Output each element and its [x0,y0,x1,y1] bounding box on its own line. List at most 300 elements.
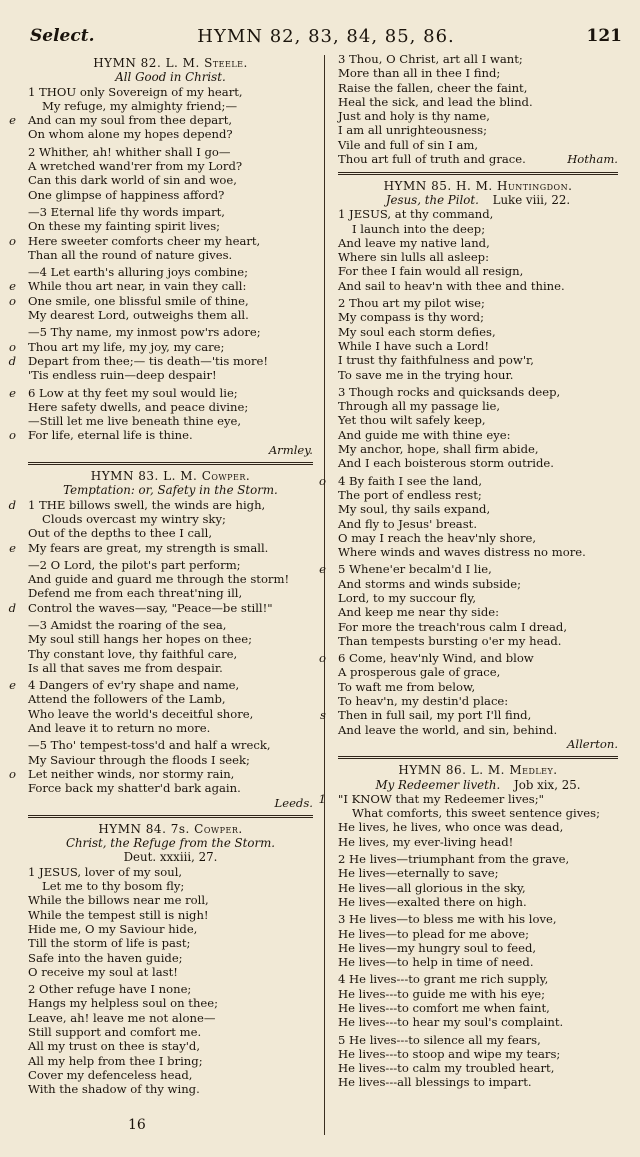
verse-text: With the shadow of thy wing. [28,1082,200,1097]
verse-text: Out of the depths to thee I call, [28,526,213,541]
verse-line [338,972,618,986]
verse-line [28,738,313,752]
hymn-86-verses [318,791,618,1090]
hymn-83-verses [8,497,313,796]
verse-line [28,922,313,936]
verse-text: Let neither winds, nor stormy rain, [28,766,235,781]
verse-text: He lives---to stoop and wipe my tears; [338,1046,561,1061]
verse-text: While the billows near me roll, [28,893,209,908]
verse-text: 4 By faith I see the land, [338,473,483,488]
verse-text: And leave the world, and sin, behind. [338,722,558,737]
verse-line [28,145,313,159]
verse-text: Here safety dwells, and peace divine; [28,399,249,414]
verse-line [338,1061,618,1075]
verse-line [28,400,313,414]
verse-line [9,279,313,294]
verse-text: Cover my defenceless head, [28,1067,193,1082]
verse-text: 6 Low at thy feet my soul would lie; [28,385,238,400]
verse-line [28,707,313,721]
verse-text: To save me in the trying hour. [338,367,514,382]
verse-text: The port of endless rest; [338,487,482,502]
hymn-86-title [338,763,618,777]
verse-text: My compass is thy word; [338,310,484,325]
verse-text: He lives, my ever-living head! [338,834,514,849]
verse-text: "I KNOW that my Redeemer lives;" [338,791,544,806]
hymn-separator [28,462,313,465]
verse-line [28,982,313,996]
verse-line [28,661,313,675]
verse-text: What comforts, this sweet sentence gives; [352,806,601,821]
verse-text: 4 He lives---to grant me rich supply, [338,972,549,987]
hymn-86-subtitle-line [338,778,618,792]
verse-line [338,353,618,367]
verse-text: Can this dark world of sin and woe, [28,173,237,188]
verse-text: My anchor, hope, shall firm abide, [338,442,539,457]
verse-line [320,708,618,723]
hymn-82-heading: HYMN 82. L. M. [93,56,200,70]
verse-line [338,1015,618,1029]
verse-line [338,502,618,516]
header-hymn-range: HYMN 82, 83, 84, 85, 86. [197,26,455,47]
verse-text: My soul each storm defies, [338,324,496,339]
verse-line [319,651,618,666]
verse-text: And storms and winds subside; [338,576,522,591]
verse-line [338,852,618,866]
verse-line [28,647,313,661]
verse-line [338,456,618,470]
verse-line [338,264,618,278]
verse-text: 3 He lives—to bless me with his love, [338,912,557,927]
verse-line [318,791,618,806]
verse-line [28,996,313,1010]
verse-line [28,1011,313,1025]
verse-text: Here sweeter comforts cheer my heart, [28,233,261,248]
verse-text: He lives---to guide me with his eye; [338,986,546,1001]
verse-text: Than all the round of nature gives. [28,247,233,262]
verse-text: I am all unrighteousness; [338,123,487,138]
verse-text: 6 Come, heav'nly Wind, and blow [338,651,534,666]
hymn-84-heading: HYMN 84. 7s. [98,821,190,836]
hymn-84-continued-verses [338,52,618,166]
verse-text: He lives—all glorious in the sky, [338,880,526,895]
verse-text: While thou art near, in vain they call: [28,279,247,294]
verse-line [338,1001,618,1015]
verse-line [28,965,313,979]
verse-line [28,572,313,586]
left-column [8,52,313,1097]
hymn-84-title [28,822,313,836]
verse-line [28,865,313,879]
verse-line [28,205,313,219]
verse-text: On these my fainting spirit lives; [28,219,221,234]
verse-text: 1 THOU only Sovereign of my heart, [28,84,243,99]
verse-line [28,753,313,767]
verse-line [28,99,313,113]
verse-text: And fly to Jesus' breast. [338,516,478,531]
column-divider [324,55,325,1135]
verse-text: For thee I fain would all resign, [338,264,524,279]
verse-line [28,1068,313,1082]
verse-line [338,250,618,264]
dynamic-marking: e [9,385,16,400]
page-number: 121 [586,26,622,46]
verse-line [28,248,313,262]
verse-line [338,428,618,442]
hymn-85-title [338,179,618,193]
verse-text: —5 Thy name, my inmost pow'rs adore; [28,325,261,340]
hymn-84-verses [28,865,313,1097]
verse-text: All my trust on thee is stay'd, [28,1039,201,1054]
verse-line [9,540,313,555]
verse-text: More than all in thee I find; [338,66,501,81]
dynamic-marking: o [9,339,16,354]
verse-text: Let me to thy bosom fly; [42,879,185,894]
dynamic-marking: o [9,233,16,248]
verse-text: While I have such a Lord! [338,338,490,353]
verse-line [28,558,313,572]
hymn-85-author: Huntingdon. [497,178,573,193]
verse-text: And sail to heav'n with thee and thine. [338,278,565,293]
hymn-86-subtitle: My Redeemer liveth. [375,777,501,792]
verse-line [338,820,618,834]
verse-text: Is all that saves me from despair. [28,660,223,675]
hymn-86-author: Medley. [509,763,558,778]
verse-line [28,173,313,187]
verse-text: —3 Amidst the roaring of the sea, [28,617,227,632]
hymn-84-subtitle: Christ, the Refuge from the Storm. [65,836,276,851]
hymn-83-tune: Leeds. [274,795,313,810]
verse-text: And keep me near thy side: [338,605,500,620]
dynamic-marking: 1 [318,791,326,806]
hymn-85-verses [319,207,618,737]
verse-line [9,113,313,128]
verse-text: I trust thy faithfulness and pow'r, [338,353,534,368]
verse-line [28,879,313,893]
verse-text: He lives—to help in time of need. [338,955,534,970]
verse-line [338,1033,618,1047]
verse-line [319,473,618,488]
hymn-86-heading: HYMN 86. L. M. [398,763,505,778]
verse-text: He lives---to calm my troubled heart, [338,1061,555,1076]
verse-text: 3 Though rocks and quicksands deep, [338,384,561,399]
verse-text: Hangs my helpless soul on thee; [28,996,219,1011]
verse-line [338,339,618,353]
page-header [30,26,622,50]
verse-line [338,66,618,80]
verse-text: Through all my passage lie, [338,399,501,414]
verse-line [9,678,313,693]
hymn-82-subtitle: All Good in Christ. [115,70,226,85]
verse-text: And can my soul from thee depart, [28,113,233,128]
printer-signature-mark: 16 [128,1117,146,1133]
verse-text: Attend the followers of the Lamb, [28,692,226,707]
hymn-85-subtitle-line [338,193,618,207]
verse-text: Where sin lulls all asleep: [338,250,490,265]
verse-line [319,562,618,577]
verse-text: One smile, one blissful smile of thine, [28,293,249,308]
verse-line [28,308,313,322]
hymn-85-reference: Luke viii, 22. [492,192,571,207]
verse-line [338,368,618,382]
hymn-separator [338,172,618,175]
verse-line [9,233,313,248]
verse-line [28,159,313,173]
verse-line [28,1054,313,1068]
verse-text: My soul still hangs her hopes on thee; [28,632,253,647]
verse-text: My fears are great, my strength is small. [28,540,269,555]
hymn-83-subtitle: Temptation: or, Safety in the Storm. [63,483,278,498]
verse-text: He lives—eternally to save; [338,866,499,881]
verse-line [28,265,313,279]
verse-text: 5 Whene'er becalm'd I lie, [338,562,492,577]
verse-line [338,591,618,605]
verse-text: 2 Whither, ah! whither shall I go— [28,144,231,159]
verse-line [28,526,313,540]
verse-text: While the tempest still is nigh! [28,907,209,922]
verse-line [338,81,618,95]
verse-line [338,1075,618,1089]
hymn-83-author: Cowper. [201,469,251,484]
verse-text: Than tempests bursting o'er my head. [338,633,562,648]
verse-line [338,941,618,955]
verse-text: And guide me with thine eye: [338,427,511,442]
verse-line [28,219,313,233]
dynamic-marking: o [319,651,326,666]
verse-line [338,723,618,737]
dynamic-marking: d [8,600,16,615]
verse-text: 1 THE billows swell, the winds are high, [28,497,266,512]
hymn-85-subtitle: Jesus, the Pilot. [385,192,479,207]
verse-text: 4 Dangers of ev'ry shape and name, [28,678,240,693]
verse-text: My Saviour through the floods I seek; [28,752,250,767]
verse-line [9,339,313,354]
verse-text: 2 He lives—triumphant from the grave, [338,852,570,867]
verse-line [28,1082,313,1096]
verse-text: Safe into the haven guide; [28,950,183,965]
verse-line [338,806,618,820]
verse-line [338,545,618,559]
verse-text: And I each boisterous storm outride. [338,456,554,471]
verse-text: For life, eternal life is thine. [28,428,193,443]
verse-text: —5 Tho' tempest-toss'd and half a wreck, [28,738,271,753]
verse-line [338,881,618,895]
verse-text: And guide and guard me through the storm! [28,572,290,587]
hymn-82-author: Steele. [204,56,248,70]
verse-line [28,951,313,965]
hymn-83-heading: HYMN 83. L. M. [90,469,198,484]
verse-line [8,497,313,512]
verse-text: Raise the fallen, cheer the faint, [338,80,528,95]
verse-line [338,222,618,236]
verse-line [338,665,618,679]
verse-line [338,152,618,166]
verse-text: My refuge, my almighty friend;— [42,98,238,113]
verse-line [8,600,313,615]
verse-line [28,781,313,795]
verse-line [338,517,618,531]
verse-line [28,1025,313,1039]
verse-line [338,620,618,634]
verse-line [9,293,313,308]
dynamic-marking: d [8,497,16,512]
verse-line [338,1047,618,1061]
verse-text: Then in full sail, my port I'll find, [338,708,532,723]
verse-text: Clouds overcast my wintry sky; [42,511,226,526]
verse-line [28,908,313,922]
verse-line [28,368,313,382]
verse-text: Yet thou wilt safely keep, [338,413,486,428]
hymn-84-reference: Deut. xxxiii, 27. [123,850,218,865]
verse-text: He lives—to plead for me above; [338,926,530,941]
verse-line [8,353,313,368]
verse-text: He lives—my hungry soul to feed, [338,940,537,955]
verse-text: Defend me from each threat'ning ill, [28,586,243,601]
dynamic-marking: e [9,279,16,294]
verse-text: He lives---to hear my soul's complaint. [338,1015,564,1030]
verse-text: Till the storm of life is past; [28,936,191,951]
verse-text: One glimpse of happiness afford? [28,187,225,202]
verse-line [28,512,313,526]
verse-text: Heal the sick, and lead the blind. [338,94,533,109]
verse-line [9,385,313,400]
verse-text: Thy constant love, thy faithful care, [28,646,238,661]
verse-text: 3 Thou, O Christ, art all I want; [338,52,523,66]
verse-text: He lives, he lives, who once was dead, [338,820,564,835]
verse-text: —3 Eternal life thy words impart, [28,204,225,219]
verse-line [338,109,618,123]
hymn-84-tune: Hotham. [567,152,618,167]
verse-text: O receive my soul at last! [28,964,178,979]
verse-line [28,127,313,141]
verse-text: He lives---to comfort me when faint, [338,1001,550,1015]
verse-text: 2 Other refuge have I none; [28,982,192,997]
verse-text: Leave, ah! leave me not alone— [28,1010,216,1025]
verse-line [28,85,313,99]
verse-line [338,694,618,708]
dynamic-marking: o [319,473,326,488]
hymn-85-heading: HYMN 85. H. M. [383,178,493,193]
verse-text: —4 Let earth's alluring joys combine; [28,265,249,280]
verse-line [338,987,618,1001]
verse-line [338,912,618,926]
verse-text: On whom alone my hopes depend? [28,127,233,142]
verse-text: He lives—exalted there on high. [338,894,527,909]
verse-line [338,895,618,909]
verse-text: Just and holy is thy name, [338,109,490,124]
verse-line [28,936,313,950]
verse-line [338,927,618,941]
verse-text: Thou art full of truth and grace. [338,152,526,167]
verse-text: He lives---all blessings to impart. [338,1075,532,1090]
verse-text: —2 O Lord, the pilot's part perform; [28,557,241,572]
hymn-82-verses [8,84,313,443]
verse-line [338,207,618,221]
verse-text: A wretched wand'rer from my Lord? [28,159,243,174]
dynamic-marking: e [9,678,16,693]
verse-line [338,279,618,293]
verse-text: 2 Thou art my pilot wise; [338,296,485,311]
verse-line [338,123,618,137]
verse-line [28,1039,313,1053]
dynamic-marking: s [320,708,326,723]
verse-text: 'Tis endless ruin—deep despair! [28,368,217,383]
verse-text: —Still let me live beneath thine eye, [28,414,242,429]
verse-text: To waft me from below, [338,679,476,694]
verse-text: Lord, to my succour fly, [338,590,477,605]
hymn-82-tune: Armley. [268,442,313,457]
verse-line [338,680,618,694]
hymn-separator [28,815,313,818]
verse-line [338,577,618,591]
dynamic-marking: o [9,766,16,781]
dynamic-marking: o [9,428,16,443]
verse-line [338,310,618,324]
verse-line [338,95,618,109]
hymn-86-reference: Job xix, 25. [513,777,581,792]
verse-text: A prosperous gale of grace, [338,665,501,680]
verse-line [338,955,618,969]
verse-text: Vile and full of sin I am, [338,137,479,152]
verse-line [28,586,313,600]
verse-line [9,428,313,443]
verse-text: 1 JESUS, lover of my soul, [28,864,183,879]
verse-line [338,531,618,545]
verse-text: Thou art my life, my joy, my care; [28,339,225,354]
verse-line [338,634,618,648]
verse-text: My soul, thy sails expand, [338,502,491,517]
verse-line [28,721,313,735]
verse-line [28,414,313,428]
verse-text: For more the treach'rous calm I dread, [338,619,567,634]
verse-text: My dearest Lord, outweighs them all. [28,308,249,323]
dynamic-marking: e [319,562,326,577]
verse-line [338,399,618,413]
verse-text: Force back my shatter'd bark again. [28,781,241,796]
verse-line [28,618,313,632]
right-column [318,52,618,1090]
verse-text: And leave it to return no more. [28,721,211,736]
verse-text: Where winds and waves distress no more. [338,545,586,560]
verse-line [338,442,618,456]
verse-line [28,632,313,646]
verse-line [338,605,618,619]
verse-text: All my help from thee I bring; [28,1053,203,1068]
verse-text: Still support and comfort me. [28,1025,202,1039]
verse-text: I launch into the deep; [352,221,486,236]
dynamic-marking: e [9,113,16,128]
header-section-label: Select. [30,26,95,46]
verse-line [338,835,618,849]
verse-text: Hide me, O my Saviour hide, [28,921,198,936]
verse-line [9,766,313,781]
verse-line [338,236,618,250]
verse-line [338,488,618,502]
verse-line [338,866,618,880]
verse-line [28,325,313,339]
hymn-83-title [28,469,313,483]
verse-line [338,296,618,310]
hymn-82-title [28,56,313,70]
hymn-separator [338,756,618,759]
hymn-84-author: Cowper. [194,821,243,836]
dynamic-marking: e [9,540,16,555]
verse-line [28,188,313,202]
verse-text: 5 He lives---to silence all my fears, [338,1032,541,1047]
verse-line [338,325,618,339]
verse-text: Who leave the world's deceitful shore, [28,706,254,721]
verse-text: Depart from thee;— tis death—'tis more! [28,353,269,368]
dynamic-marking: o [9,293,16,308]
